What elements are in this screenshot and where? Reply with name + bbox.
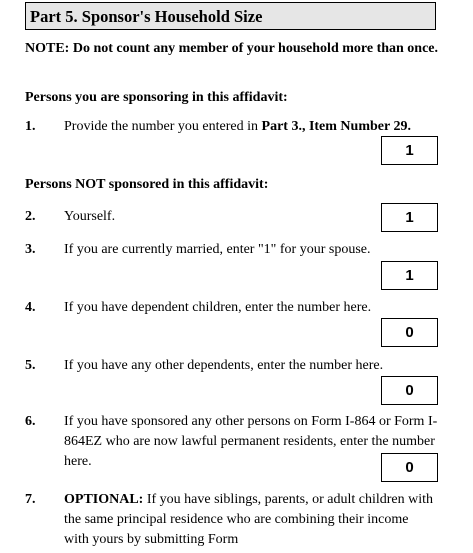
sponsored-section-title: Persons you are sponsoring in this affidavit: <box>25 90 288 105</box>
item-1-text-bold: Part 3., Item Number 29. <box>261 119 411 134</box>
item-1-number: 1. <box>25 119 36 134</box>
item-1-value-field[interactable]: 1 <box>381 136 438 165</box>
item-3-text: If you are currently married, enter "1" for your spouse. <box>64 242 371 257</box>
item-2-value-field[interactable]: 1 <box>381 203 438 232</box>
item-5-value-field[interactable]: 0 <box>381 376 438 405</box>
item-7-text-plain: If you have siblings, parents, or adult children with the same principal residence who are combining their income with yours by submitting Form <box>64 492 434 547</box>
item-1-text <box>64 117 442 137</box>
item-1-text-plain: Provide the number you entered in <box>64 119 262 134</box>
item-3-number: 3. <box>25 242 36 257</box>
item-5-text: If you have any other dependents, enter the number here. <box>64 358 384 373</box>
item-2-number: 2. <box>25 209 36 224</box>
item-6-text: If you have sponsored any other persons on Form I-864 or Form I-864EZ who are now lawful permanent residents, enter the number here. <box>64 414 438 469</box>
item-7-text <box>64 490 436 550</box>
item-7-number: 7. <box>25 492 36 507</box>
not-sponsored-section-title: Persons NOT sponsored in this affidavit: <box>25 177 269 192</box>
item-6-number: 6. <box>25 414 36 429</box>
section-header: Part 5. Sponsor's Household Size <box>25 2 436 30</box>
item-4-value-field[interactable]: 0 <box>381 318 438 347</box>
note-text: NOTE: Do not count any member of your household more than once. <box>25 41 439 56</box>
item-4-text: If you have dependent children, enter the number here. <box>64 300 372 315</box>
item-3-value-field[interactable]: 1 <box>381 261 438 290</box>
item-6-value-field[interactable]: 0 <box>381 453 438 482</box>
item-5-number: 5. <box>25 358 36 373</box>
item-2-text: Yourself. <box>64 209 116 224</box>
item-7-optional-label: OPTIONAL: <box>64 492 144 507</box>
item-4-number: 4. <box>25 300 36 315</box>
